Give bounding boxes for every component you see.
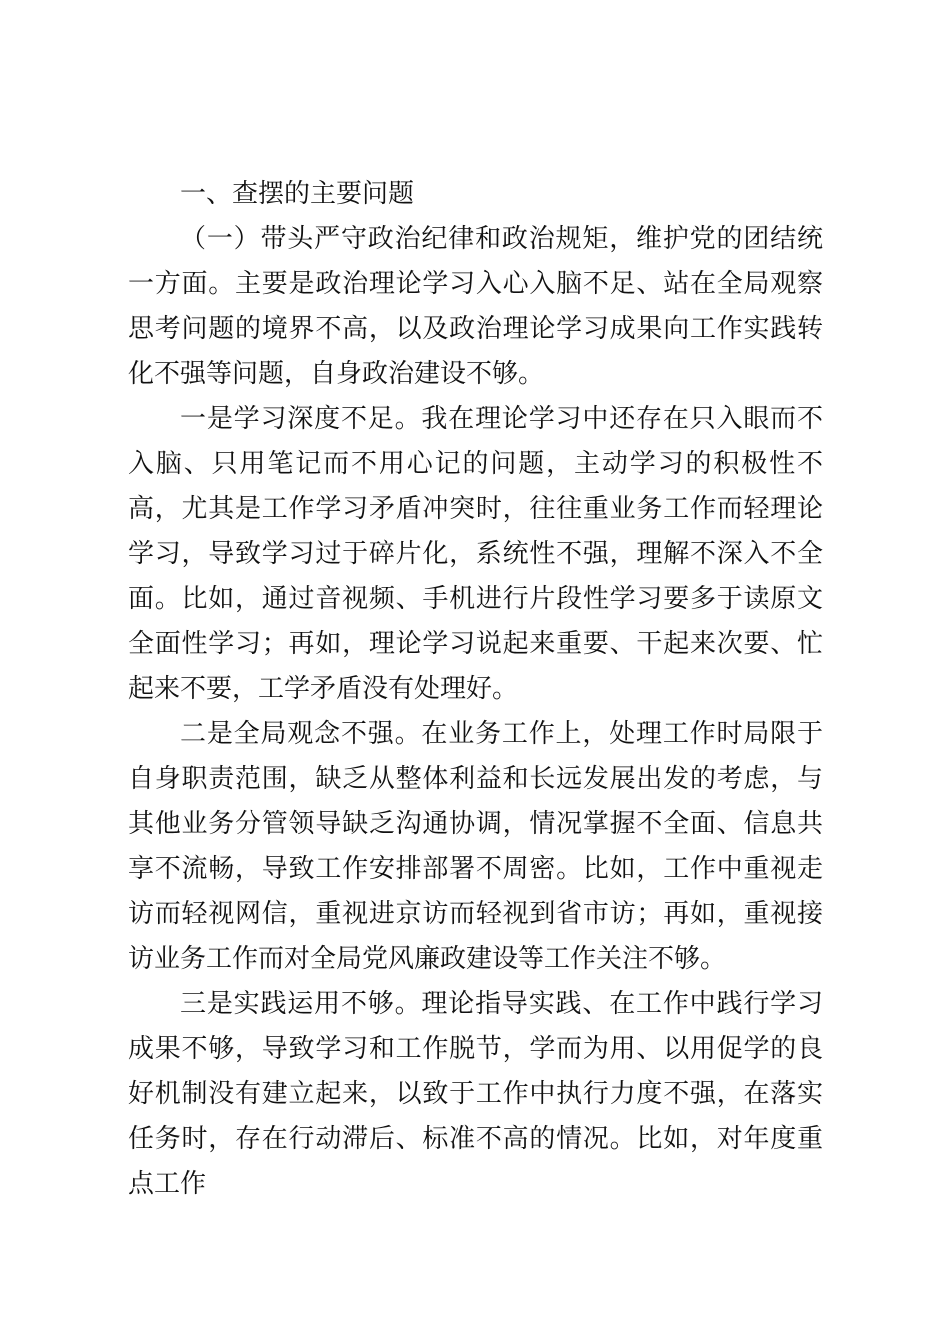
paragraph-study-depth: 一是学习深度不足。我在理论学习中还存在只入眼而不入脑、只用笔记而不用心记的问题，主动学习的积极性不高，尤其是工作学习矛盾冲突时，往往重业务工作而轻理论学习，导致学习过于碎片化，系统性不强，理解不深入不全面。比如，通过音视频、手机进行片段性学习要多于读原文全面性学习；再如，理论学习说起来重要、干起来次要、忙起来不要，工学矛盾没有处理好。	[128, 404, 823, 704]
section-heading: 一、查摆的主要问题	[180, 179, 415, 209]
paragraph-practice: 三是实践运用不够。理论指导实践、在工作中践行学习成果不够，导致学习和工作脱节，学而为用、以用促学的良好机制没有建立起来，以致于工作中执行力度不强，在落实任务时，存在行动滞后、标准不高的情况。比如，对年度重点工作	[128, 989, 823, 1199]
document-body	[128, 172, 823, 1207]
paragraph-overall-view: 二是全局观念不强。在业务工作上，处理工作时局限于自身职责范围，缺乏从整体利益和长远发展出发的考虑，与其他业务分管领导缺乏沟通协调，情况掌握不全面、信息共享不流畅，导致工作安排部署不周密。比如，工作中重视走访而轻视网信，重视进京访而轻视到省市访；再如，重视接访业务工作而对全局党风廉政建设等工作关注不够。	[128, 719, 823, 974]
paragraph-political-discipline: （一）带头严守政治纪律和政治规矩，维护党的团结统一方面。主要是政治理论学习入心入脑不足、站在全局观察思考问题的境界不高，以及政治理论学习成果向工作实践转化不强等问题，自身政治建设不够。	[128, 224, 823, 389]
